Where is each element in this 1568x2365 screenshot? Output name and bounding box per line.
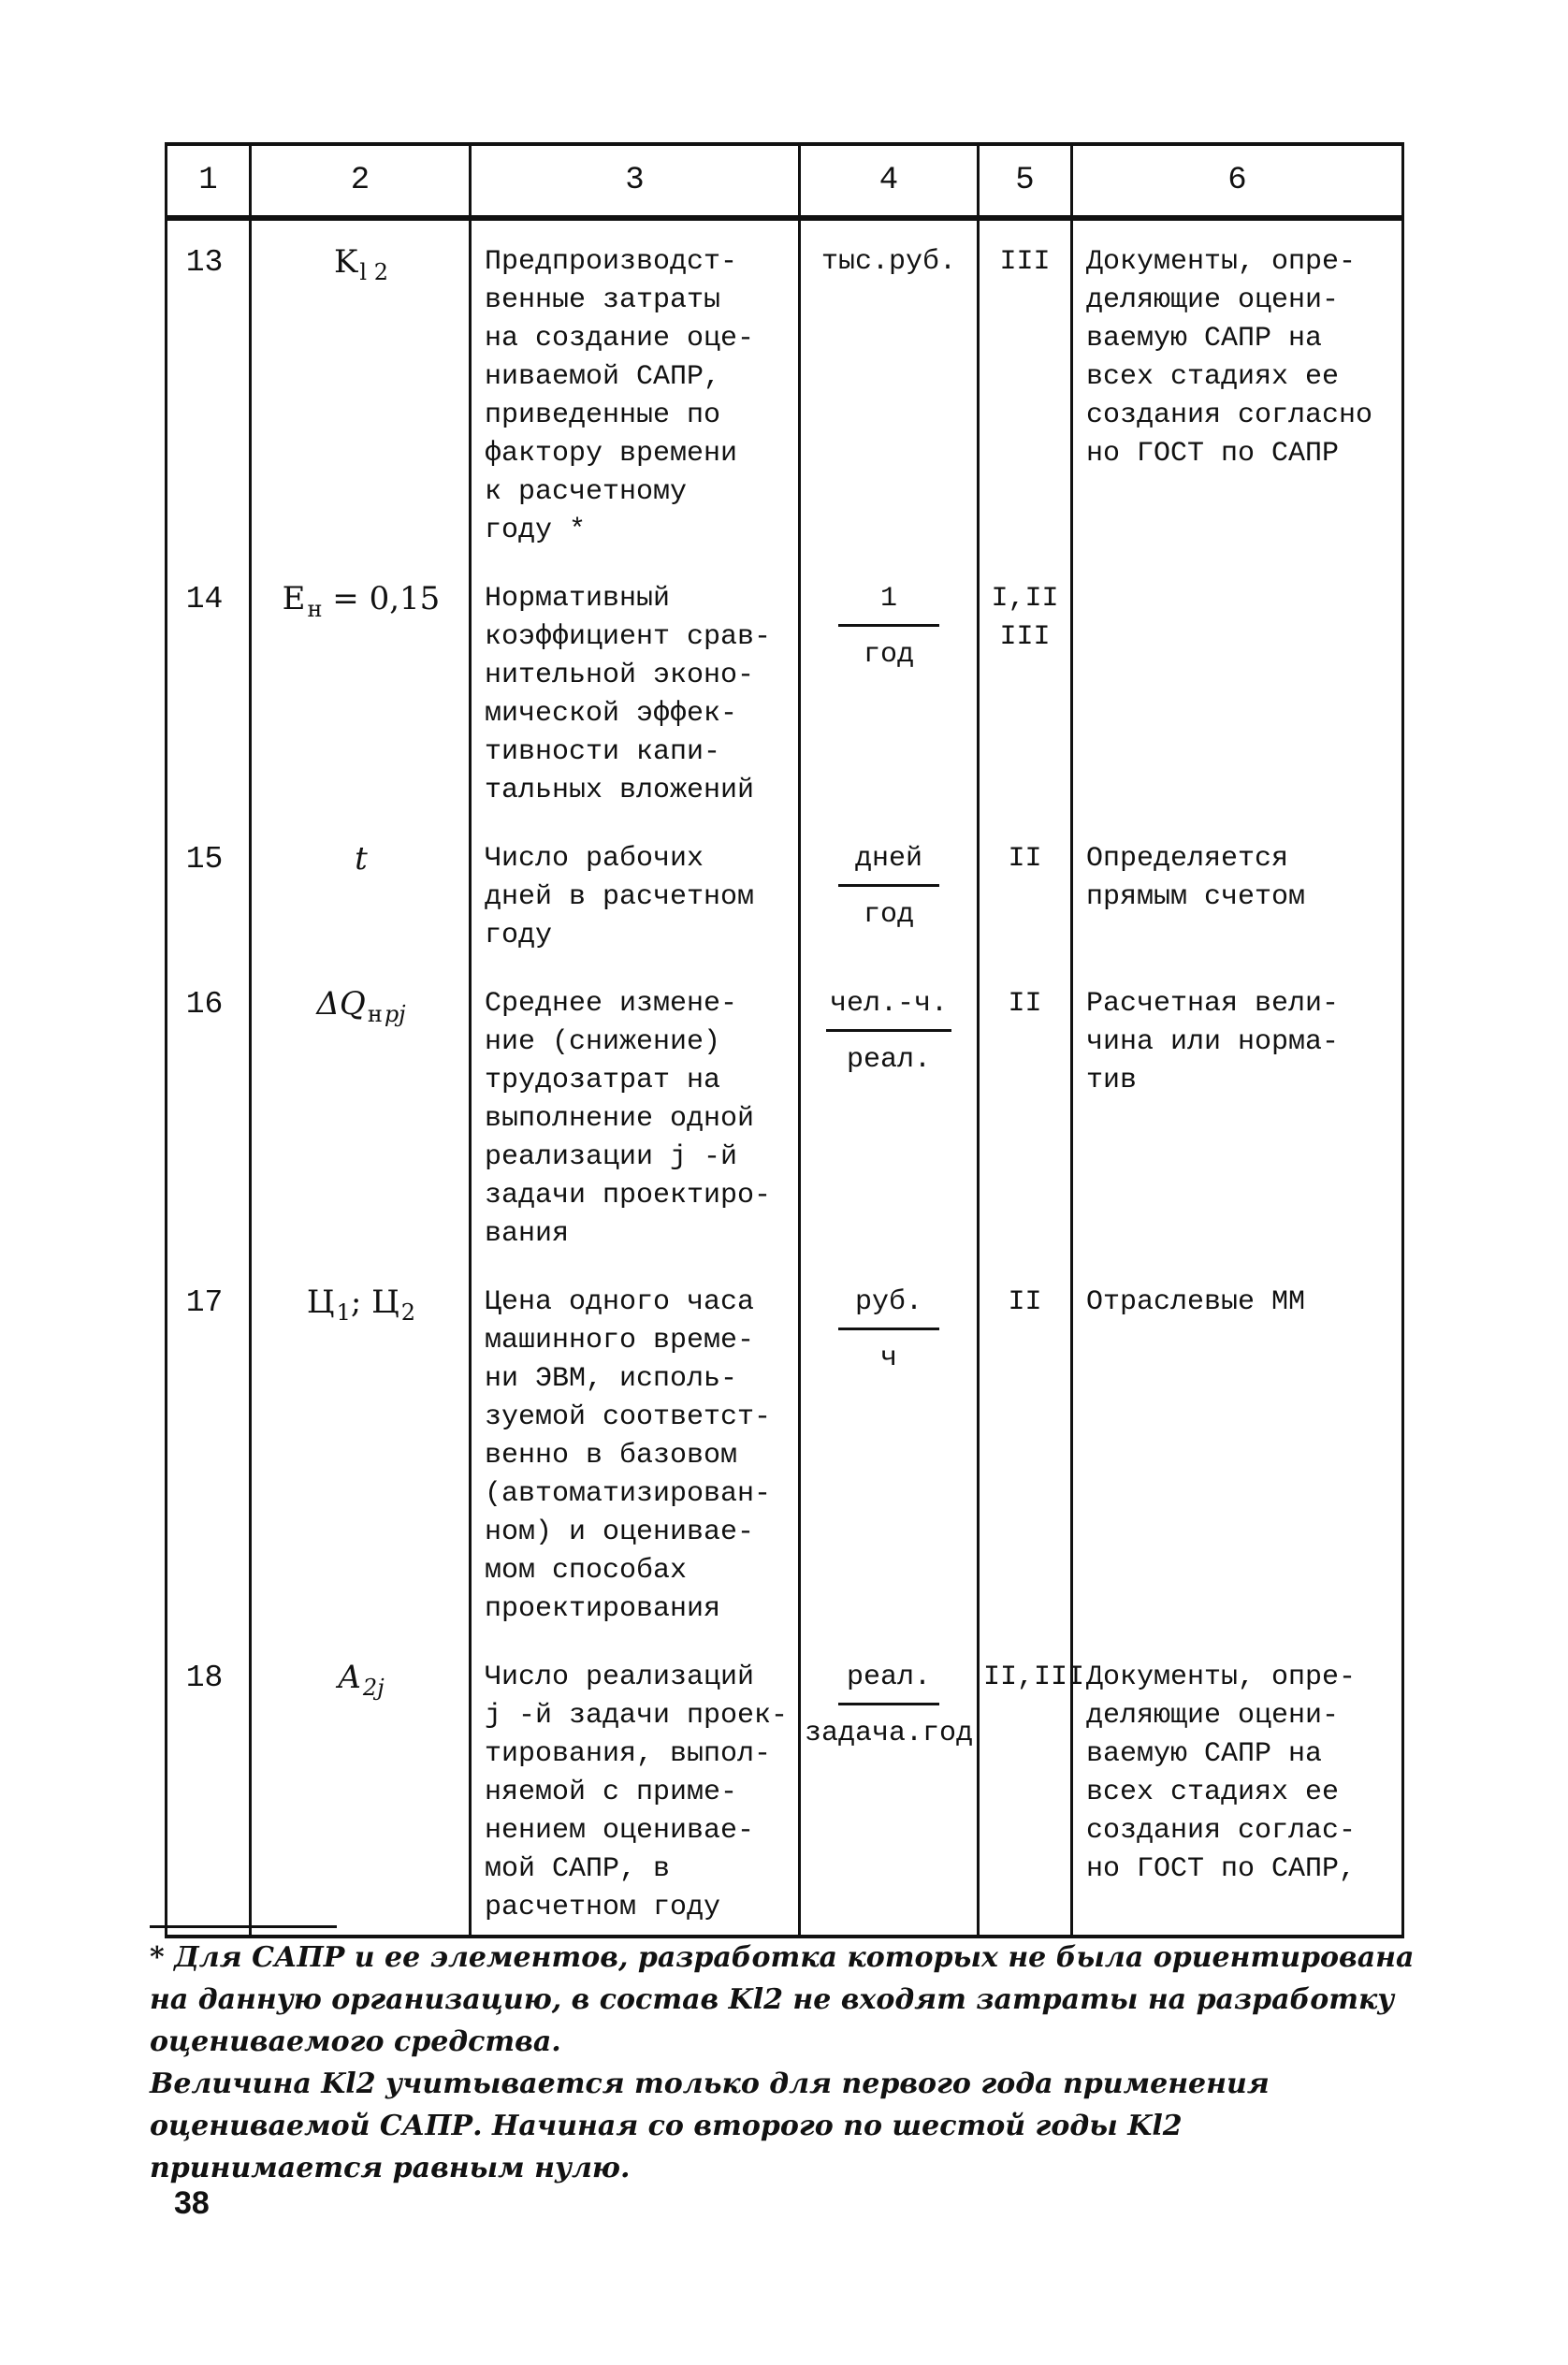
source-documents: Расчетная вели- чина или норма- тив [1072,963,1403,1261]
unit-fraction [805,1659,973,1753]
symbol-subscript: 2j [362,1675,385,1701]
parameters-table [165,142,1404,1938]
column-header-2: 2 [251,144,471,218]
info-source-category: III [979,218,1072,558]
table-row [167,1261,1403,1636]
footnote [150,1937,1422,2189]
footnote-line-2: Величина Kl2 учитывается только для первого года применения оцениваемой САПР. Начиная со второго по шестой годы Kl2 принимается равным нулю. [150,2068,1270,2184]
unit-denominator: год [863,899,914,931]
parameter-description: Предпроизводст- венные затраты на создание оце- ниваемой САПР, приведенные по фактору времени к расчетному году * [471,218,800,558]
source-documents: Документы, опре- деляющие оцени- ваемую САПР на всех стадиях ее создания соглас- но ГОСТ по САПР, [1072,1636,1403,1937]
table-row [167,1636,1403,1937]
footnote-line-1: * Для САПР и ее элементов, разработка которых не была ориентирована на данную организацию, в состав Kl2 не входят затраты на разработку оцениваемого средства. [150,1941,1415,2058]
unit-of-measure [800,218,979,558]
column-header-3: 3 [471,144,800,218]
row-number: 18 [167,1636,251,1937]
row-number: 17 [167,1261,251,1636]
row-number: 16 [167,963,251,1261]
info-source-category: II [979,818,1072,963]
unit-of-measure [800,1261,979,1636]
symbol-base: ΔQ [316,985,366,1023]
parameter-symbol [251,1636,471,1937]
table-body [167,218,1403,1937]
page-number: 38 [174,2185,210,2221]
unit-text: тыс.руб. [820,246,957,278]
symbol-suffix: = 0,15 [322,580,441,617]
unit-of-measure [800,818,979,963]
unit-of-measure [800,1636,979,1937]
symbol-suffix: ; Ц [350,1284,399,1321]
parameter-description: Число рабочих дней в расчетном году [471,818,800,963]
unit-fraction [838,580,939,675]
source-documents: Документы, опре- деляющие оцени- ваемую САПР на всех стадиях ее создания согласно но ГОСТ по САПР [1072,218,1403,558]
unit-numerator: чел.-ч. [826,985,951,1032]
symbol-subscript-2: 2 [400,1299,416,1326]
unit-numerator: 1 [838,580,939,627]
parameter-symbol [251,963,471,1261]
parameter-symbol [251,218,471,558]
unit-fraction [838,1284,939,1378]
source-documents [1072,558,1403,818]
unit-of-measure [800,963,979,1261]
column-header-4: 4 [800,144,979,218]
symbol-base: K [334,243,358,281]
table-row [167,818,1403,963]
unit-denominator: год [863,639,914,671]
table-row [167,558,1403,818]
unit-numerator: дней [838,840,939,887]
symbol-subscript: 1 [336,1299,351,1326]
info-source-category: II [979,1261,1072,1636]
parameter-description: Цена одного часа машинного време- ни ЭВМ, исполь- зуемой соответст- венно в базовом (автоматизирован- ном) и оценивае- мом способах проектирования [471,1261,800,1636]
unit-numerator: реал. [838,1659,939,1705]
unit-denominator: реал. [846,1044,931,1076]
symbol-subscript: pj [384,1001,406,1027]
table-row [167,963,1403,1261]
footnote-separator [150,1925,337,1928]
symbol-subscript: н [307,596,323,622]
parameter-symbol [251,1261,471,1636]
parameter-description: Число реализаций j -й задачи проек- тирования, выпол- няемой с приме- нением оценивае- мой САПР, в расчетном году [471,1636,800,1937]
table-row [167,218,1403,558]
column-header-1: 1 [167,144,251,218]
column-header-5: 5 [979,144,1072,218]
symbol-base: E [282,580,306,617]
source-documents: Отраслевые ММ [1072,1261,1403,1636]
source-documents: Определяется прямым счетом [1072,818,1403,963]
unit-of-measure [800,558,979,818]
parameter-description: Среднее измене- ние (снижение) трудозатрат на выполнение одной реализации j -й задачи проектиро- вания [471,963,800,1261]
column-header-6: 6 [1072,144,1403,218]
info-source-category: II,III [979,1636,1072,1937]
symbol-base: A [338,1659,361,1696]
header-row [167,144,1403,218]
symbol-base: Ц [306,1284,335,1321]
parameter-symbol [251,558,471,818]
info-source-category: I,II III [979,558,1072,818]
row-number: 13 [167,218,251,558]
symbol-superscript: н [367,1001,383,1027]
info-source-category: II [979,963,1072,1261]
parameter-description: Нормативный коэффициент срав- нительной эконо- мической эффек- тивности капи- тальных вложений [471,558,800,818]
parameter-symbol [251,818,471,963]
unit-fraction [838,840,939,935]
unit-numerator: руб. [838,1284,939,1330]
symbol-base: t [355,840,368,878]
unit-denominator: ч [879,1342,897,1374]
row-number: 15 [167,818,251,963]
unit-denominator: задача.год [805,1718,974,1749]
table-header [167,144,1403,218]
unit-fraction [826,985,951,1080]
row-number: 14 [167,558,251,818]
symbol-subscript: l 2 [359,259,388,285]
